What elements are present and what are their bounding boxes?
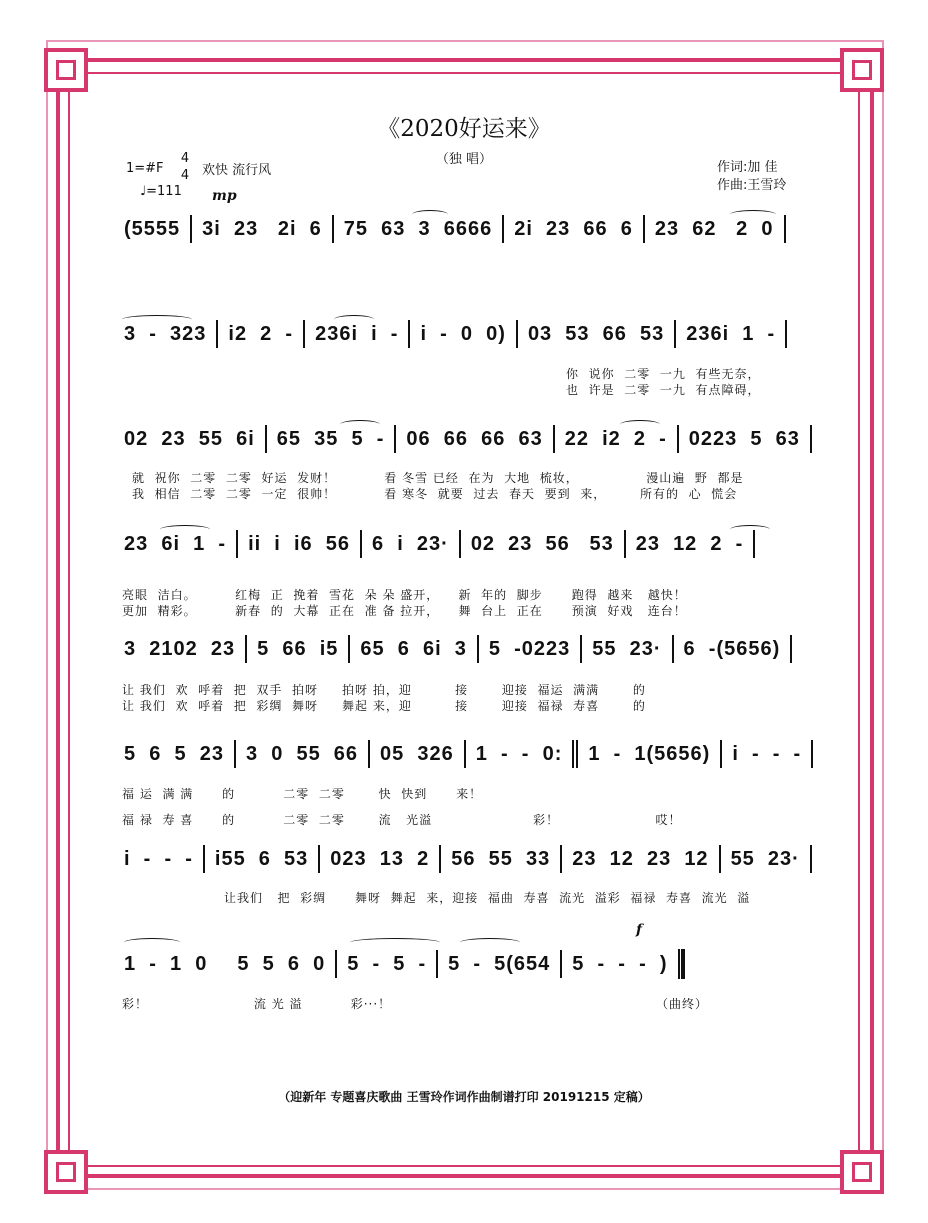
song-end-mark: （曲终） bbox=[656, 997, 709, 1011]
slur bbox=[334, 315, 374, 324]
measure: 3 0 55 66 bbox=[245, 742, 359, 765]
notation-row-3 bbox=[118, 424, 830, 454]
measure: i - - - bbox=[124, 847, 193, 870]
slur bbox=[124, 938, 180, 947]
lyric-line-2b: 也 许是 二零 一九 有点障碍， bbox=[566, 383, 761, 397]
tempo-value: =111 bbox=[146, 184, 182, 199]
measure: 5 66 i5 bbox=[257, 637, 339, 660]
barline bbox=[408, 320, 410, 348]
measure: 55 23· bbox=[592, 637, 662, 660]
slur bbox=[350, 938, 440, 947]
barline bbox=[643, 215, 645, 243]
barline bbox=[719, 845, 721, 873]
barline bbox=[516, 320, 518, 348]
measure: 75 63 3 6666 bbox=[343, 217, 493, 240]
measure: 1 - 1 0 bbox=[124, 952, 208, 975]
barline bbox=[216, 320, 218, 348]
lyric-line-5b: 让 我们 欢 呼着 把 彩绸 舞呀 舞起 来，迎 接 迎接 福禄 寿喜 的 bbox=[122, 699, 646, 713]
measure: 02 23 56 53 bbox=[470, 532, 614, 555]
slur bbox=[160, 525, 210, 534]
measure: 0223 5 63 bbox=[688, 427, 800, 450]
measure: 3 2102 23 bbox=[124, 637, 236, 660]
lyric-line-3b: 我 相信 二零 二零 一定 很帅！ 看 寒冬 就要 过去 春天 要到 来， 所有的 心 慌会 bbox=[132, 487, 738, 501]
measure: 6 -(5656) bbox=[683, 637, 781, 660]
measure: ii i i6 56 bbox=[248, 532, 350, 555]
barline bbox=[720, 740, 722, 768]
barline bbox=[439, 845, 441, 873]
measure: i - 0 0) bbox=[420, 322, 506, 345]
barline bbox=[245, 635, 247, 663]
lyric-line-6b: 福 禄 寿 喜 的 二零 二零 流 光溢 彩！ 哎！ bbox=[122, 813, 682, 827]
measure: 6 i 23· bbox=[372, 532, 449, 555]
barline bbox=[810, 845, 812, 873]
barline bbox=[672, 635, 674, 663]
measure: 23 12 2 - bbox=[635, 532, 744, 555]
measure: 55 23· bbox=[730, 847, 800, 870]
barline bbox=[580, 635, 582, 663]
barline bbox=[332, 215, 334, 243]
corner-ornament-top-left bbox=[44, 48, 88, 92]
measure: 5 6 5 23 bbox=[124, 742, 224, 765]
measure: i - - - bbox=[732, 742, 802, 765]
measure: 05 326 bbox=[380, 742, 454, 765]
barline bbox=[560, 950, 562, 978]
barline bbox=[236, 530, 238, 558]
slur bbox=[122, 315, 192, 324]
measure: 236i 1 - bbox=[686, 322, 776, 345]
barline bbox=[753, 530, 755, 558]
corner-ornament-top-right bbox=[840, 48, 884, 92]
barline bbox=[318, 845, 320, 873]
slur bbox=[620, 420, 660, 429]
repeat-barline bbox=[572, 740, 578, 768]
barline bbox=[784, 215, 786, 243]
barline bbox=[459, 530, 461, 558]
barline bbox=[477, 635, 479, 663]
lyric-line-4b: 更加 精彩。 新春 的 大幕 正在 准 备 拉开， 舞 台上 正在 预演 好戏 连台！ bbox=[122, 604, 687, 618]
notation-row-8 bbox=[118, 949, 830, 979]
lyricist-credit: 作词:加 佳 bbox=[717, 160, 778, 175]
measure: 236i i - bbox=[315, 322, 399, 345]
meter-top: 4 bbox=[180, 151, 190, 166]
measure: 06 66 66 63 bbox=[406, 427, 543, 450]
barline bbox=[464, 740, 466, 768]
measure: 3 - 323 bbox=[124, 322, 207, 345]
song-title: 《2020好运来》 bbox=[377, 116, 551, 142]
lyric-line-5a: 让 我们 欢 呼着 把 双手 拍呀 拍呀 拍，迎 接 迎接 福运 满满 的 bbox=[122, 683, 646, 697]
corner-ornament-bottom-left bbox=[44, 1150, 88, 1194]
barline bbox=[811, 740, 813, 768]
composer-credit: 作曲:王雪玲 bbox=[717, 178, 787, 193]
barline bbox=[190, 215, 192, 243]
song-subtitle: （独 唱） bbox=[435, 152, 493, 167]
lyric-line-8a: 彩！ 流 光 溢 彩···！ bbox=[122, 997, 392, 1011]
measure: 5 -0223 bbox=[488, 637, 571, 660]
barline bbox=[203, 845, 205, 873]
measure: 1 - 1(5656) bbox=[588, 742, 711, 765]
slur bbox=[340, 420, 380, 429]
lyric-line-4a: 亮眼 洁白。 红梅 正 挽着 雪花 朵 朵 盛开， 新 年的 脚步 跑得 越来 越快！ bbox=[122, 588, 687, 602]
measure: 65 6 6i 3 bbox=[360, 637, 467, 660]
measure: 5 - - - ) bbox=[572, 952, 668, 975]
slur bbox=[730, 525, 770, 534]
lyric-line-6a: 福 运 满 满 的 二零 二零 快 快到 来！ bbox=[122, 787, 483, 801]
measure: 023 13 2 bbox=[330, 847, 430, 870]
measure: i2 2 - bbox=[228, 322, 294, 345]
lyric-line-2a: 你 说你 二零 一九 有些无奈， bbox=[566, 367, 761, 381]
barline bbox=[677, 425, 679, 453]
measure: 22 i2 2 - bbox=[564, 427, 667, 450]
barline bbox=[394, 425, 396, 453]
dynamic-mp: mp bbox=[212, 188, 237, 204]
measure: 2i 23 66 6 bbox=[514, 217, 633, 240]
notation-row-1 bbox=[118, 214, 830, 244]
style-marking: 欢快 流行风 bbox=[202, 163, 272, 178]
measure: 23 6i 1 - bbox=[124, 532, 227, 555]
dynamic-f: f bbox=[636, 922, 643, 938]
notation-row-5 bbox=[118, 634, 830, 664]
measure: 5 5 6 0 bbox=[237, 952, 326, 975]
tempo-marking bbox=[140, 184, 182, 199]
slur bbox=[730, 210, 776, 219]
barline bbox=[553, 425, 555, 453]
barline bbox=[265, 425, 267, 453]
barline bbox=[348, 635, 350, 663]
barline bbox=[790, 635, 792, 663]
notation-row-6 bbox=[118, 739, 830, 769]
barline bbox=[303, 320, 305, 348]
barline bbox=[560, 845, 562, 873]
measure: 23 62 2 0 bbox=[654, 217, 774, 240]
barline bbox=[624, 530, 626, 558]
time-signature bbox=[178, 150, 192, 184]
measure: 65 35 5 - bbox=[276, 427, 385, 450]
key-signature: 1=#F bbox=[126, 161, 164, 176]
measure: 5 - 5(654 bbox=[448, 952, 551, 975]
measure: 1 - - 0: bbox=[475, 742, 563, 765]
meter-bottom: 4 bbox=[180, 168, 190, 183]
notation-row-7 bbox=[118, 844, 830, 874]
barline bbox=[436, 950, 438, 978]
barline bbox=[810, 425, 812, 453]
slur bbox=[412, 210, 448, 219]
lyric-line-3a: 就 祝你 二零 二零 好运 发财！ 看 冬雪 已经 在为 大地 梳妆， 漫山遍 野 都是 bbox=[132, 471, 744, 485]
measure: i55 6 53 bbox=[214, 847, 309, 870]
final-barline bbox=[678, 949, 685, 979]
barline bbox=[785, 320, 787, 348]
barline bbox=[368, 740, 370, 768]
notation-row-4 bbox=[118, 529, 830, 559]
barline bbox=[360, 530, 362, 558]
barline bbox=[234, 740, 236, 768]
measure: (5555 bbox=[124, 217, 181, 240]
barline bbox=[335, 950, 337, 978]
measure: 5 - 5 - bbox=[347, 952, 427, 975]
barline bbox=[674, 320, 676, 348]
corner-ornament-bottom-right bbox=[840, 1150, 884, 1194]
lyric-line-7a: 让我们 把 彩绸 舞呀 舞起 来，迎接 福曲 寿喜 流光 溢彩 福禄 寿喜 流光 溢 bbox=[224, 891, 751, 905]
measure: 3i 23 2i 6 bbox=[202, 217, 322, 240]
measure: 02 23 55 6i bbox=[124, 427, 255, 450]
measure: 56 55 33 bbox=[451, 847, 551, 870]
measure: 03 53 66 53 bbox=[527, 322, 665, 345]
measure: 23 12 23 12 bbox=[572, 847, 709, 870]
notation-row-2 bbox=[118, 319, 830, 349]
footer-note: （迎新年 专题喜庆歌曲 王雪玲作词作曲制谱打印 20191215 定稿） bbox=[278, 1090, 650, 1104]
slur bbox=[460, 938, 520, 947]
quarter-note-icon: ♩ bbox=[140, 184, 147, 199]
barline bbox=[502, 215, 504, 243]
